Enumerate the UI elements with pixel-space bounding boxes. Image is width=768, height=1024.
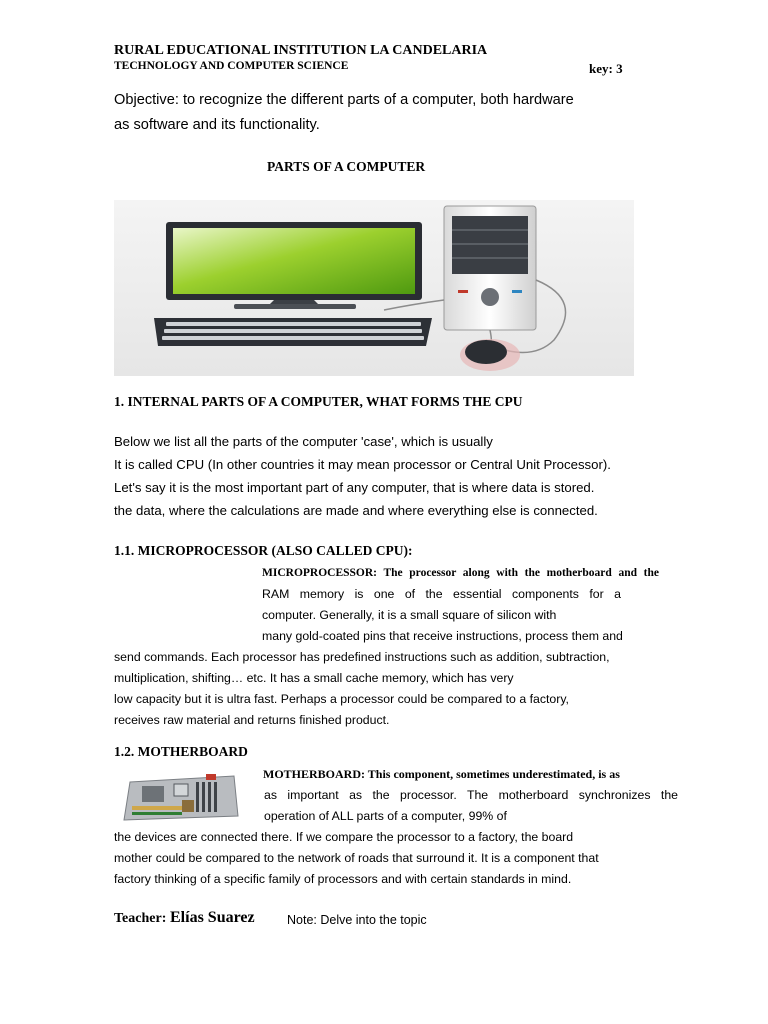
objective-line-2: as software and its functionality. [114, 117, 320, 133]
microprocessor-line-3: many gold-coated pins that receive instructions, process them and [262, 629, 623, 643]
objective-line-1: Objective: to recognize the different parts of a computer, both hardware [114, 92, 574, 108]
microprocessor-lead: MICROPROCESSOR: The processor along with the motherboard and the [262, 567, 659, 579]
computer-illustration [114, 200, 634, 376]
microprocessor-line-7: receives raw material and returns finished product. [114, 713, 390, 727]
microprocessor-line-6: low capacity but it is ultra fast. Perhaps a processor could be compared to a factory, [114, 692, 569, 706]
motherboard-lead: MOTHERBOARD: This component, sometimes underestimated, is as [263, 767, 620, 781]
motherboard-line-4: mother could be compared to the network of roads that surround it. It is a component that [114, 851, 599, 865]
page-title: PARTS OF A COMPUTER [267, 159, 426, 174]
microprocessor-line-2: computer. Generally, it is a small square of silicon with [262, 608, 557, 622]
motherboard-line-1: as important as the processor. The motherboard synchronizes the [264, 788, 678, 802]
motherboard-image [122, 772, 240, 822]
teacher-label: Teacher: [114, 911, 167, 926]
section-1-1-heading: 1.1. MICROPROCESSOR (ALSO CALLED CPU): [114, 543, 413, 558]
key-label: key: 3 [589, 61, 623, 76]
teacher-name: Elías Suarez [170, 909, 255, 926]
note-text: Note: Delve into the topic [287, 913, 427, 927]
microprocessor-line-4: send commands. Each processor has predefined instructions such as addition, subtraction, [114, 650, 610, 664]
motherboard-line-2: operation of ALL parts of a computer, 99% of [264, 809, 507, 823]
microprocessor-line-1: RAM memory is one of the essential components for a [262, 587, 621, 601]
section-1-line-3: Let's say it is the most important part of any computer, that is where data is stored. [114, 480, 595, 495]
motherboard-line-5: factory thinking of a specific family of processors and with certain standards in mind. [114, 872, 572, 886]
subject-name: TECHNOLOGY AND COMPUTER SCIENCE [114, 60, 349, 72]
microprocessor-line-5: multiplication, shifting… etc. It has a small cache memory, which has very [114, 671, 514, 685]
section-1-line-4: the data, where the calculations are made and where everything else is connected. [114, 503, 598, 518]
section-1-line-1: Below we list all the parts of the computer 'case', which is usually [114, 434, 493, 449]
motherboard-line-3: the devices are connected there. If we compare the processor to a factory, the board [114, 830, 574, 844]
institution-name: RURAL EDUCATIONAL INSTITUTION LA CANDELARIA [114, 43, 488, 58]
section-1-line-2: It is called CPU (In other countries it may mean processor or Central Unit Processor). [114, 457, 611, 472]
section-1-heading: 1. INTERNAL PARTS OF A COMPUTER, WHAT FORMS THE CPU [114, 394, 523, 409]
section-1-2-heading: 1.2. MOTHERBOARD [114, 744, 248, 759]
